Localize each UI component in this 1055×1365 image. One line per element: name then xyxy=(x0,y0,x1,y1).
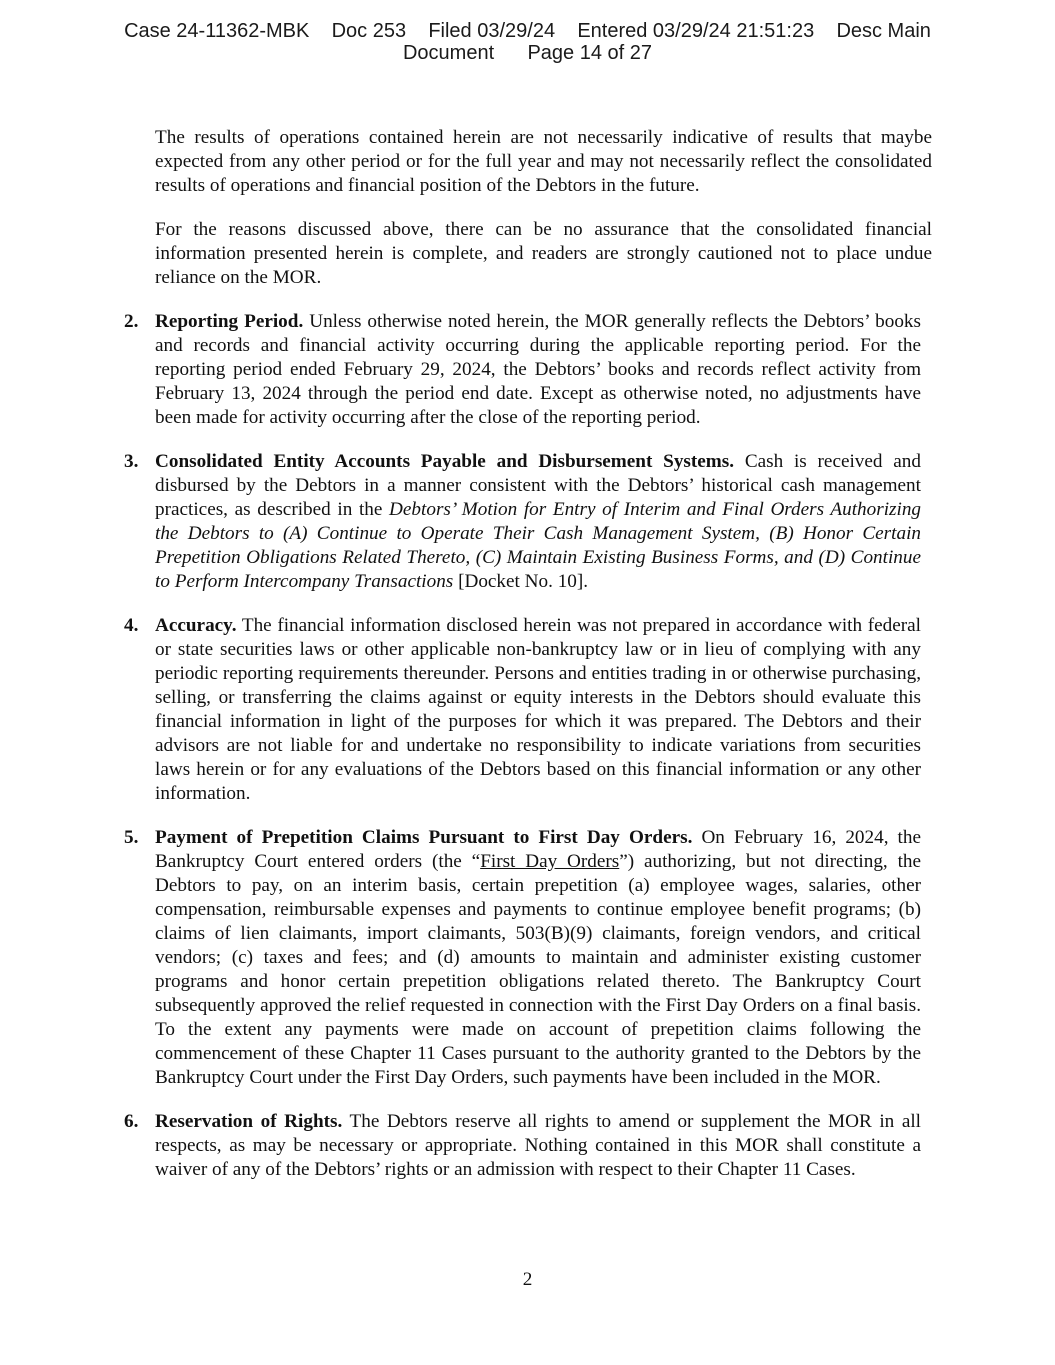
section-payment-prepetition-claims xyxy=(124,826,932,1090)
intro-paragraph: For the reasons discussed above, there can be no assurance that the consolidated financial information presented herein is complete, and readers are strongly cautioned not to place undue reliance on the MOR. xyxy=(155,219,932,288)
filed-date: Filed 03/29/24 xyxy=(428,20,556,42)
section-text: The financial information disclosed herein was not prepared in accordance with federal or state securities laws or other applicable non-bankruptcy law or in lieu of complying with any periodic reporting requirements thereunder. Persons and entities trading in or otherwise purchasing, selling, or transferring the claims against or equity interests in the Debtors should evaluate this financial information in light of the purposes for which it was prepared. The Debtors and their advisors are not liable for and undertake no responsibility to indicate variations from securities laws herein or for any evaluations of the Debtors based on this financial information or any other information. xyxy=(155,615,921,804)
section-heading: Consolidated Entity Accounts Payable and Disbursement Systems. xyxy=(155,451,735,472)
section-number: 5. xyxy=(124,827,139,848)
section-number: 6. xyxy=(124,1111,139,1132)
section-body xyxy=(155,1110,932,1182)
section-body xyxy=(155,310,932,430)
doc-number: Doc 253 xyxy=(331,20,407,42)
section-reporting-period xyxy=(124,310,932,430)
document-label: Document xyxy=(402,42,495,64)
section-text: Cash is received and disbursed by the Debtors in a manner consistent with the Debtors’ historical cash management practices, as described in the xyxy=(155,451,921,520)
section-number: 3. xyxy=(124,451,139,472)
section-heading: Reservation of Rights. xyxy=(155,1111,343,1132)
filing-header-line-2 xyxy=(0,42,1055,64)
filing-header-line-1 xyxy=(0,20,1055,42)
section-text-continued: ”) authorizing, but not directing, the Debtors to pay, on an interim basis, certain prepetition (a) employee wages, salaries, other compensation, reimbursable expenses and payments to continue employee benefit programs; (b) claims of lien claimants, import claimants, 503(B)(9) claimants, foreign vendors, and critical vendors; (c) taxes and fees; and (d) amounts to maintain and administer existing customer programs and honor certain prepetition obligations related thereto. The Bankruptcy Court subsequently approved the relief requested in connection with the First Day Orders on a final basis. To the extent any payments were made on account of prepetition claims following the commencement of these Chapter 11 Cases pursuant to the authority granted to the Debtors by the Bankruptcy Court under the First Day Orders, such payments have been included in the MOR. xyxy=(155,851,922,1088)
section-number: 4. xyxy=(124,615,139,636)
section-text: On February 16, 2024, the Bankruptcy Court entered orders (the “ xyxy=(155,827,921,872)
entered-date: Entered 03/29/24 21:51:23 xyxy=(577,20,815,42)
description: Desc Main xyxy=(836,20,931,42)
case-number: Case 24-11362-MBK xyxy=(124,20,310,42)
section-text: Unless otherwise noted herein, the MOR generally reflects the Debtors’ books and records and financial activity occurring during the applicable reporting period. For the reporting period ended February 29, 2024, the Debtors’ books and records reflect activity from February 13, 2024 through the period end date. Except as otherwise noted, no adjustments have been made for activity occurring after the close of the reporting period. xyxy=(155,311,921,428)
document-body xyxy=(124,126,932,1202)
section-text: The Debtors reserve all rights to amend or supplement the MOR in all respects, as may be necessary or appropriate. Nothing contained in this MOR shall constitute a waiver of any of the Debtors’ rights or an admission with respect to their Chapter 11 Cases. xyxy=(155,1111,922,1180)
section-consolidated-entity xyxy=(124,450,932,594)
page-of-total: Page 14 of 27 xyxy=(527,42,653,64)
docket-reference: [Docket No. 10]. xyxy=(458,571,589,592)
motion-title: Debtors’ Motion for Entry of Interim and Final Orders Authorizing the Debtors to (A) Continue to Operate Their Cash Management System, (B) Honor Certain Prepetition Obligations Related Thereto, (C) Maintain Existing Business Forms, and (D) Continue to Perform Intercompany Transactions xyxy=(155,499,922,592)
section-body xyxy=(155,614,932,806)
section-reservation-of-rights xyxy=(124,1110,932,1182)
section-heading: Accuracy. xyxy=(155,615,237,636)
page-number: 2 xyxy=(522,1269,533,1290)
intro-paragraph: The results of operations contained herein are not necessarily indicative of results that maybe expected from any other period or for the full year and may not necessarily reflect the consolidated results of operations and financial position of the Debtors in the future. xyxy=(155,127,932,196)
section-accuracy xyxy=(124,614,932,806)
section-body xyxy=(155,826,932,1090)
section-heading: Payment of Prepetition Claims Pursuant to First Day Orders. xyxy=(155,827,693,848)
section-heading: Reporting Period. xyxy=(155,311,304,332)
section-body xyxy=(155,450,932,594)
filing-header xyxy=(0,20,1055,64)
defined-term: First Day Orders xyxy=(480,851,620,872)
section-number: 2. xyxy=(124,311,139,332)
